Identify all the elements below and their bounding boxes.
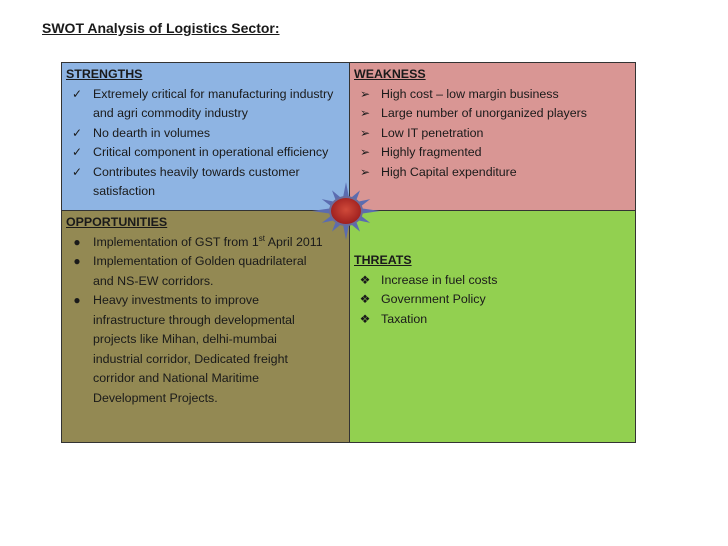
star-ray [343, 182, 349, 197]
dot-bullet-icon: ● [73, 254, 81, 268]
threats-heading: THREATS [354, 253, 412, 267]
center-circle [330, 197, 362, 225]
opportunity-item: ● Implementation of Golden quadrilateral and NS-EW corridors. [66, 252, 311, 291]
threats-quadrant [350, 211, 635, 442]
arrow-bullet-icon: ➢ [359, 145, 371, 159]
arrow-bullet-icon: ➢ [359, 164, 371, 179]
diamond-bullet-icon: ❖ [359, 311, 371, 326]
page-title: SWOT Analysis of Logistics Sector: [42, 20, 280, 36]
checkmark-icon: ✓ [71, 125, 83, 140]
weakness-item: ➢ Highly fragmented [354, 143, 635, 163]
dot-bullet-icon: ● [73, 293, 81, 307]
weakness-item: ➢ Low IT penetration [354, 124, 635, 144]
arrow-bullet-icon: ➢ [359, 86, 371, 101]
strength-item: ✓ Critical component in operational efficiency [66, 143, 336, 163]
strengths-quadrant [62, 63, 350, 211]
arrow-bullet-icon: ➢ [359, 106, 371, 120]
weakness-item: ➢ High Capital expenditure [354, 163, 635, 183]
opportunity-item: ● Implementation of GST from 1st April 2011 [66, 233, 353, 253]
diamond-bullet-icon: ❖ [359, 292, 371, 306]
checkmark-icon: ✓ [71, 164, 83, 179]
strengths-heading: STRENGTHS [66, 67, 143, 81]
weakness-quadrant [350, 63, 635, 211]
star-ray [343, 225, 349, 240]
swot-table [61, 62, 636, 443]
checkmark-icon: ✓ [71, 86, 83, 101]
opportunities-quadrant [62, 211, 350, 442]
threat-item: ❖ Taxation [354, 310, 635, 330]
threat-item: ❖ Government Policy [354, 290, 635, 310]
strength-item: ✓ Extremely critical for manufacturing industry and agri commodity industry [66, 85, 336, 124]
star-ray [362, 208, 380, 213]
opportunity-item: ● Heavy investments to improve infrastructure through developmental projects like Mihan, delhi-mumbai industrial corridor, Dedicated freight corridor and National Maritime Development Projects. [66, 291, 311, 408]
arrow-bullet-icon: ➢ [359, 125, 371, 140]
opportunities-heading: OPPORTUNITIES [66, 215, 168, 229]
weakness-item: ➢ High cost – low margin business [354, 85, 635, 105]
checkmark-icon: ✓ [71, 145, 83, 159]
sun-star-icon [309, 180, 383, 242]
star-ray [312, 208, 330, 213]
weakness-heading: WEAKNESS [354, 67, 426, 81]
weakness-item: ➢ Large number of unorganized players [354, 104, 635, 124]
threat-item: ❖ Increase in fuel costs [354, 271, 635, 291]
strength-item: ✓ No dearth in volumes [66, 124, 336, 144]
dot-bullet-icon: ● [73, 234, 81, 249]
strength-item: ✓ Contributes heavily towards customer satisfaction [66, 163, 336, 202]
diamond-bullet-icon: ❖ [359, 272, 371, 287]
